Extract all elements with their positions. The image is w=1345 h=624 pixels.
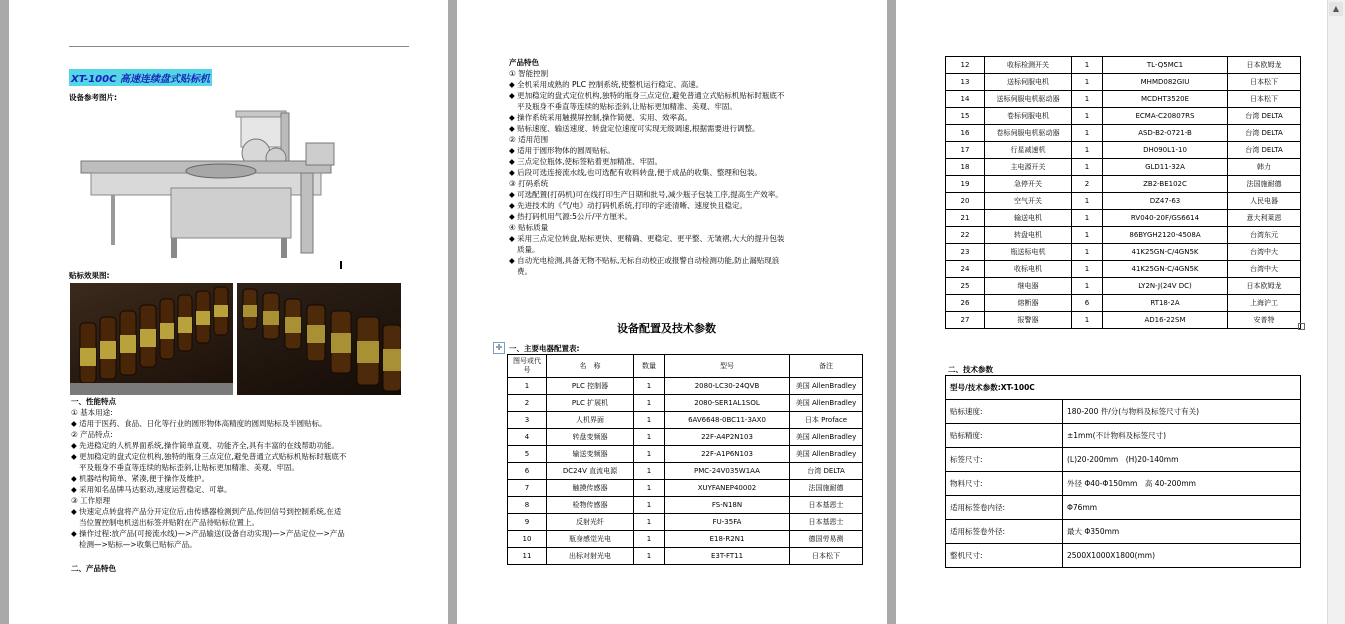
table-row (508, 429, 863, 446)
table-cell: 7 (508, 480, 547, 497)
table-cell: 熔断器 (985, 295, 1072, 312)
document-page-2 (457, 0, 887, 624)
spec-value: ±1mm(不计物料及标签尺寸) (1063, 424, 1301, 448)
table-cell: 5 (508, 446, 547, 463)
table-cell: 1 (1072, 278, 1103, 295)
table-row (508, 378, 863, 395)
table-cell: 检物传感器 (547, 497, 634, 514)
table-row (508, 446, 863, 463)
table-cell: 报警器 (985, 312, 1072, 329)
table-cell: 22F-A1P6N103 (665, 446, 790, 463)
effect-label: 贴标效果图: (69, 271, 110, 280)
spec-value: 外径 Φ40-Φ150mm 高 40-200mm (1063, 472, 1301, 496)
table-row (508, 548, 863, 565)
tech-params-heading: 二、技术参数 (948, 365, 993, 374)
table-header-cell: 图号或代号 (508, 355, 547, 378)
text-line: ◆ 快速定点转盘将产品分开定位后,由传感器检测到产品,传回信号到控制系统,在适 (71, 507, 342, 516)
table-cell: 1 (1072, 312, 1103, 329)
table-cell: 法国施耐德 (790, 480, 863, 497)
table-row (946, 91, 1301, 108)
text-line: ◆ 采用三点定位转盘,贴标更快、更精确、更稳定、更平整、无皱褶,大大的提升包装 (509, 234, 785, 243)
spec-row (946, 496, 1301, 520)
table-cell: DZ47-63 (1103, 193, 1228, 210)
spec-row (946, 448, 1301, 472)
text-line: 平及瓶身不垂直等连续的贴标歪斜,让贴标更加精准、美观、牢固。 (517, 102, 737, 111)
table-cell: 4 (508, 429, 547, 446)
text-line: ◆ 三点定位瓶体,使标签粘着更加精准、牢固。 (509, 157, 663, 166)
spec-header-cell: 型号/技术参数:XT-100C (946, 376, 1301, 400)
electrical-config-heading: 一、主要电器配置表: (509, 344, 580, 353)
label-effect-photo-1 (70, 283, 233, 395)
table-row (946, 142, 1301, 159)
spec-label: 贴标速度: (946, 400, 1063, 424)
table-row (946, 176, 1301, 193)
table-cell: 输送变频器 (547, 446, 634, 463)
text-line: 当位置控制电机送出标签并贴附在产品待贴标位置上。 (79, 518, 259, 527)
table-cell: 8 (508, 497, 547, 514)
table-cell: 日本基恩士 (790, 514, 863, 531)
table-cell: LY2N-J(24V DC) (1103, 278, 1228, 295)
table-cell: 17 (946, 142, 985, 159)
text-line: ◆ 适用于医药、食品、日化等行业的圆形物体高精度的圆周贴标及半圆贴标。 (71, 419, 327, 428)
spec-value: (L)20-200mm (H)20-140mm (1063, 448, 1301, 472)
table-cell: 1 (1072, 244, 1103, 261)
text-line: ◆ 可选配置(打码机)可在线打印生产日期和批号,减少瓶子包装工序,提高生产效率。 (509, 190, 783, 199)
section-heading-performance: 一、性能特点 (71, 397, 116, 406)
table-cell: 反射光纤 (547, 514, 634, 531)
table-cell: ZB2-BE102C (1103, 176, 1228, 193)
features-heading: 产品特色 (509, 58, 539, 67)
table-header-cell: 型号 (665, 355, 790, 378)
text-line: ② 适用范围 (509, 135, 549, 144)
text-line: ③ 工作原理 (71, 496, 111, 505)
table-cell: 日本 Proface (790, 412, 863, 429)
table-cell: 瓶送标电机 (985, 244, 1072, 261)
text-line: ◆ 机器结构简单、紧凑,便于操作及维护。 (71, 474, 210, 483)
table-row (946, 261, 1301, 278)
table-row (946, 159, 1301, 176)
text-line: ◆ 全机采用成熟的 PLC 控制系统,使整机运行稳定、高速。 (509, 80, 704, 89)
table-cell: 9 (508, 514, 547, 531)
document-page-3 (896, 0, 1328, 624)
table-cell: PLC 扩展机 (547, 395, 634, 412)
table-cell: 1 (1072, 108, 1103, 125)
table-cell: 20 (946, 193, 985, 210)
tech-params-table (945, 375, 1301, 568)
text-line: ① 智能控制 (509, 69, 549, 78)
table-cell: 主电源开关 (985, 159, 1072, 176)
table-row (946, 312, 1301, 329)
document-page-1 (9, 0, 448, 624)
table-cell: 收标检测开关 (985, 57, 1072, 74)
text-line: ① 基本用途: (71, 408, 113, 417)
table-row (508, 395, 863, 412)
table-cell: RV040-20F/GS6614 (1103, 210, 1228, 227)
text-line: ③ 打码系统 (509, 179, 549, 188)
table-cell: 10 (508, 531, 547, 548)
table-cell: 意大利莱恩 (1228, 210, 1301, 227)
table-cell: 1 (634, 463, 665, 480)
spec-row (946, 424, 1301, 448)
table-cell: 22 (946, 227, 985, 244)
table-cell: 1 (634, 531, 665, 548)
table-cell: 1 (1072, 74, 1103, 91)
table-cell: 送标伺服电机 (985, 74, 1072, 91)
table-row (508, 480, 863, 497)
table-row (946, 210, 1301, 227)
table-cell: 台湾 DELTA (790, 463, 863, 480)
table-cell: 41K25GN-C/4GN5K (1103, 244, 1228, 261)
table-row (946, 295, 1301, 312)
table-cell: 日本基恩士 (790, 497, 863, 514)
table-cell: 台湾中大 (1228, 244, 1301, 261)
table-cell: 转盘电机 (985, 227, 1072, 244)
table-cell: 1 (634, 395, 665, 412)
spec-label: 物料尺寸: (946, 472, 1063, 496)
table-cell: 日本松下 (1228, 74, 1301, 91)
table-header-cell: 数量 (634, 355, 665, 378)
table-cell: FU-35FA (665, 514, 790, 531)
table-cell: 出标对射光电 (547, 548, 634, 565)
text-line: ◆ 自动光电检测,具备无物不贴标,无标自动校正或报警自动检测功能,防止漏贴现浪 (509, 256, 780, 265)
table-cell: 卷标伺服电机驱动器 (985, 125, 1072, 142)
table-row (946, 278, 1301, 295)
vertical-scrollbar[interactable] (1327, 0, 1345, 624)
table-cell: 15 (946, 108, 985, 125)
table-cell: 1 (634, 514, 665, 531)
table-cell: 美国 AllenBradley (790, 395, 863, 412)
table-cell: 急停开关 (985, 176, 1072, 193)
table-cell: MHMD082GIU (1103, 74, 1228, 91)
table-cell: DC24V 直流电源 (547, 463, 634, 480)
table-cell: TL-Q5MC1 (1103, 57, 1228, 74)
table-move-handle-icon[interactable]: ✛ (493, 342, 505, 354)
spec-label: 适用标签卷内径: (946, 496, 1063, 520)
table-cell: 法国施耐德 (1228, 176, 1301, 193)
text-line: ② 产品特点: (71, 430, 113, 439)
electrical-config-table-continued (945, 56, 1301, 329)
table-cell: 日本欧姆龙 (1228, 57, 1301, 74)
table-cell: 美国 AllenBradley (790, 446, 863, 463)
text-line: ◆ 先进技术的《气/电》动打码机系统,打印的字迹清晰、速度快且稳定。 (509, 201, 748, 210)
table-cell: 1 (634, 497, 665, 514)
table-cell: 24 (946, 261, 985, 278)
table-cell: 台湾 DELTA (1228, 108, 1301, 125)
table-cell: 输送电机 (985, 210, 1072, 227)
table-cell: 2080-LC30-24QVB (665, 378, 790, 395)
table-header-cell: 名 称 (547, 355, 634, 378)
table-cell: 美国 AllenBradley (790, 378, 863, 395)
table-header-row (508, 355, 863, 378)
spec-label: 贴标精度: (946, 424, 1063, 448)
table-cell: 台湾中大 (1228, 261, 1301, 278)
table-cell: 送标伺服电机驱动器 (985, 91, 1072, 108)
machine-image (71, 103, 351, 263)
table-cell: 2 (1072, 176, 1103, 193)
table-cell: 日本松下 (1228, 91, 1301, 108)
table-row (946, 74, 1301, 91)
spec-label: 整机尺寸: (946, 544, 1063, 568)
text-line: ◆ 更加稳定的盘式定位机构,独特的瓶身三点定位,避免普通立式贴标机贴标时瓶底不 (509, 91, 785, 100)
config-title: 设备配置及技术参数 (617, 322, 716, 335)
table-row (946, 244, 1301, 261)
text-cursor (340, 261, 342, 269)
table-cell: 台湾东元 (1228, 227, 1301, 244)
spec-row (946, 544, 1301, 568)
table-cell: E18-R2N1 (665, 531, 790, 548)
table-cell: 人民电器 (1228, 193, 1301, 210)
table-cell: 韩力 (1228, 159, 1301, 176)
table-cell: 美国 AllenBradley (790, 429, 863, 446)
table-cell: 1 (1072, 210, 1103, 227)
table-cell: 6 (508, 463, 547, 480)
table-cell: 1 (1072, 227, 1103, 244)
table-cell: 转盘变频器 (547, 429, 634, 446)
header-rule (69, 46, 409, 47)
table-cell: 卷标伺服电机 (985, 108, 1072, 125)
table-cell: 安普特 (1228, 312, 1301, 329)
text-line: 质量。 (517, 245, 540, 254)
table-cell: ECMA-C20807RS (1103, 108, 1228, 125)
table-cell: 11 (508, 548, 547, 565)
table-cell: 12 (946, 57, 985, 74)
text-line: ◆ 热打码机用气源:5公斤/平方厘米。 (509, 212, 632, 221)
table-row (946, 108, 1301, 125)
table-cell: 22F-A4P2N103 (665, 429, 790, 446)
table-cell: 6AV6648-0BC11-3AX0 (665, 412, 790, 429)
table-cell: 日本松下 (790, 548, 863, 565)
table-row (508, 531, 863, 548)
table-cell: 日本欧姆龙 (1228, 278, 1301, 295)
table-cell: GLD11-32A (1103, 159, 1228, 176)
table-cell: AD16-22SM (1103, 312, 1228, 329)
table-cell: 3 (508, 412, 547, 429)
table-cell: 1 (1072, 159, 1103, 176)
table-cell: 21 (946, 210, 985, 227)
table-row (946, 227, 1301, 244)
performance-text (71, 407, 346, 550)
text-line: ◆ 更加稳定的盘式定位机构,独特的瓶身三点定位,避免普通立式贴标机贴标时瓶底不 (71, 452, 347, 461)
text-line: ◆ 贴标速度、输送速度、转盘定位速度可实现无级调速,根据需要进行调整。 (509, 124, 760, 133)
table-cell: 41K25GN-C/4GN5K (1103, 261, 1228, 278)
text-line: ◆ 操作系统采用触摸屏控制,操作简便、实用、效率高。 (509, 113, 693, 122)
spec-row (946, 472, 1301, 496)
table-row (508, 497, 863, 514)
table-cell: ASD-B2-0721-B (1103, 125, 1228, 142)
table-row (946, 57, 1301, 74)
table-header-cell: 备注 (790, 355, 863, 378)
table-cell: FS-N18N (665, 497, 790, 514)
table-resize-handle[interactable] (1298, 323, 1305, 330)
table-cell: 19 (946, 176, 985, 193)
text-line: ◆ 后段可选连接流水线,也可选配有收料转盘,便于成品的收集、整理和包装。 (509, 168, 762, 177)
table-cell: 1 (1072, 91, 1103, 108)
table-cell: 26 (946, 295, 985, 312)
text-line: ◆ 采用知名品牌马达驱动,速度运营稳定、可靠。 (71, 485, 232, 494)
table-cell: 27 (946, 312, 985, 329)
table-cell: 台湾 DELTA (1228, 125, 1301, 142)
table-cell: 6 (1072, 295, 1103, 312)
table-cell: 16 (946, 125, 985, 142)
scroll-up-arrow-icon[interactable]: ▲ (1329, 2, 1343, 16)
text-line: 检测—>贴标—>收集已贴标产品。 (79, 540, 197, 549)
table-row (508, 514, 863, 531)
table-cell: 1 (508, 378, 547, 395)
table-cell: 23 (946, 244, 985, 261)
text-line: ◆ 操作过程:放产品(可接流水线)—>产品输送(设备自动实现)—>产品定位—>产品 (71, 529, 345, 538)
table-cell: 1 (1072, 125, 1103, 142)
table-cell: E3T-FT11 (665, 548, 790, 565)
text-line: ◆ 先进稳定的人机界面系统,操作简单直观、功能齐全,具有丰富的在线帮助功能。 (71, 441, 339, 450)
table-cell: 1 (1072, 261, 1103, 278)
table-row (946, 193, 1301, 210)
table-cell: 1 (634, 548, 665, 565)
page-title: XT-100C 高速连续盘式贴标机 (69, 69, 212, 86)
text-line: ④ 贴标质量 (509, 223, 549, 232)
spec-value: 最大 Φ350mm (1063, 520, 1301, 544)
table-row (946, 125, 1301, 142)
table-cell: 1 (634, 446, 665, 463)
text-line: 费。 (517, 267, 532, 276)
electrical-config-table (507, 354, 863, 565)
table-cell: 2080-SER1AL1SOL (665, 395, 790, 412)
text-line: ◆ 适用于圆形物体的圆周贴标。 (509, 146, 615, 155)
spec-value: 180-200 件/分(与物料及标签尺寸有关) (1063, 400, 1301, 424)
table-cell: 1 (1072, 57, 1103, 74)
table-cell: 人机界面 (547, 412, 634, 429)
table-cell: 空气开关 (985, 193, 1072, 210)
table-cell: RT18-2A (1103, 295, 1228, 312)
table-cell: 上海沪工 (1228, 295, 1301, 312)
table-cell: 14 (946, 91, 985, 108)
table-cell: 13 (946, 74, 985, 91)
features-text (509, 68, 784, 277)
spec-value: 2500X1000X1800(mm) (1063, 544, 1301, 568)
table-row (508, 412, 863, 429)
label-effect-photo-2 (237, 283, 401, 395)
table-cell: 1 (634, 412, 665, 429)
spec-label: 标签尺寸: (946, 448, 1063, 472)
spec-row (946, 520, 1301, 544)
table-cell: 继电器 (985, 278, 1072, 295)
table-cell: 1 (634, 429, 665, 446)
table-cell: DH090L1-10 (1103, 142, 1228, 159)
table-cell: 25 (946, 278, 985, 295)
table-cell: 行星减速机 (985, 142, 1072, 159)
text-line: 平及瓶身不垂直等连续的贴标歪斜,让贴标更加精准、美观、牢固。 (79, 463, 299, 472)
table-cell: 德国劳易测 (790, 531, 863, 548)
device-ref-label: 设备参考图片: (69, 93, 117, 102)
table-cell: 86BYGH2120-4508A (1103, 227, 1228, 244)
table-cell: MCDHT3520E (1103, 91, 1228, 108)
table-cell: 1 (1072, 193, 1103, 210)
spec-value: Φ76mm (1063, 496, 1301, 520)
table-cell: 瓶身感觉光电 (547, 531, 634, 548)
section-heading-features: 二、产品特色 (71, 564, 116, 573)
table-cell: 台湾 DELTA (1228, 142, 1301, 159)
table-cell: 收标电机 (985, 261, 1072, 278)
table-cell: 触摸传感器 (547, 480, 634, 497)
table-cell: PLC 控制器 (547, 378, 634, 395)
table-cell: 1 (634, 378, 665, 395)
spec-row (946, 400, 1301, 424)
table-row (508, 463, 863, 480)
table-cell: 1 (634, 480, 665, 497)
table-cell: 2 (508, 395, 547, 412)
table-cell: PMC-24V035W1AA (665, 463, 790, 480)
table-cell: 18 (946, 159, 985, 176)
table-cell: XUYFANEP40002 (665, 480, 790, 497)
spec-label: 适用标签卷外径: (946, 520, 1063, 544)
table-cell: 1 (1072, 142, 1103, 159)
